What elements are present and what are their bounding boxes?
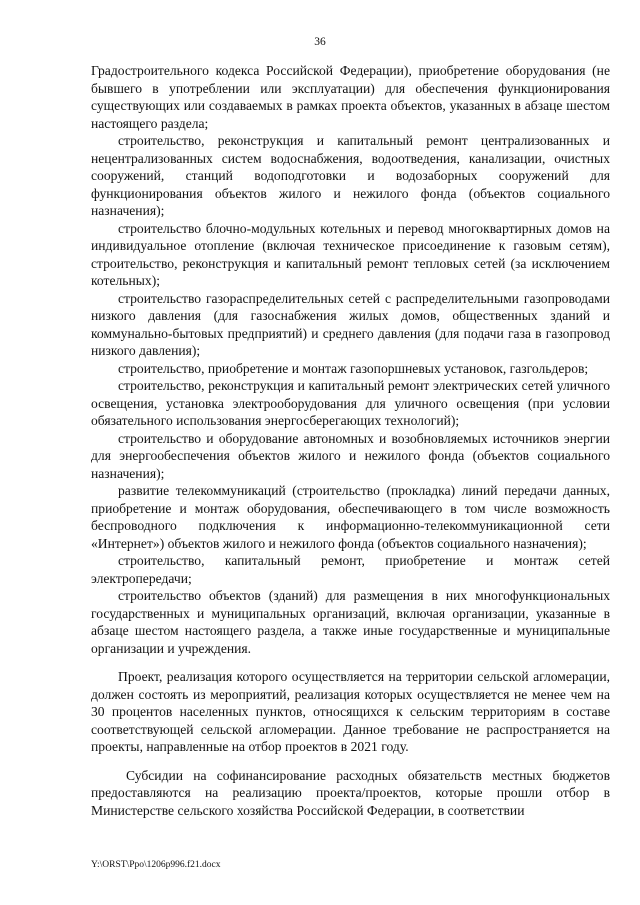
body-text xyxy=(91,62,610,819)
list-item-street-lighting: строительство, реконструкция и капитальный ремонт электрических сетей уличного освещения, установка электрооборудования для уличного освещения (при условии обязательного использования энергосберегающих технологий); xyxy=(91,378,610,428)
list-item-gas-piston-units: строительство, приобретение и монтаж газопоршневых установок, газгольдеров; xyxy=(118,360,589,376)
list-item-boilers-heating: строительство блочно-модульных котельных и перевод многоквартирных домов на индивидуальное отопление (включая техническое присоединение к газовым сетям), строительство, реконструкция и капитальный ремонт тепловых сетей (за исключением котельных); xyxy=(91,220,610,288)
list-item-multifunctional-buildings: строительство объектов (зданий) для размещения в них многофункциональных государственных и муниципальных организаций, включая организации, указанные в абзаце шестом настоящего раздела, а также иные государственные и муниципальные организации и учреждения. xyxy=(91,588,610,656)
paragraph-subsidies: Субсидии на софинансирование расходных обязательств местных бюджетов предоставляются на реализацию проекта/проектов, которые прошли отбор в Министерстве сельского хозяйства Российской Федерации, в соответствии xyxy=(91,767,610,818)
list-item-telecommunications: развитие телекоммуникаций (строительство (прокладка) линий передачи данных, приобретение и монтаж оборудования, обеспечивающего в том числе возможность беспроводного подключения к информационно-телекоммуникационной сети «Интернет») объектов жилого и нежилого фонда (объектов социального назначения); xyxy=(91,483,610,551)
list-item-power-lines: строительство, капитальный ремонт, приобретение и монтаж сетей электропередачи; xyxy=(91,553,610,586)
list-item-gas-networks: строительство газораспределительных сетей с распределительными газопроводами низкого давления (для газоснабжения жилых домов, общественных зданий и коммунально-бытовых предприятий) и среднего давления (для подачи газа в газопровод низкого давления); xyxy=(91,290,610,358)
paragraph-continuation: Градостроительного кодекса Российской Федерации), приобретение оборудования (не бывшего в употреблении или эксплуатации) для обеспечения функционирования существующих или создаваемых в рамках проекта объектов, указанных в абзаце шестом настоящего раздела; xyxy=(91,63,610,131)
paragraph-agglomeration-requirement: Проект, реализация которого осуществляется на территории сельской агломерации, должен состоять из мероприятий, реализация которых осуществляется не менее чем на 30 процентов населенных пунктов, относящихся к сельским территориям в составе соответствующей сельской агломерации. Данное требование не распространяется на проекты, направленные на отбор проектов в 2021 году. xyxy=(91,669,610,754)
page-number: 36 xyxy=(314,36,326,48)
list-item-autonomous-energy: строительство и оборудование автономных и возобновляемых источников энергии для энергообеспечения объектов жилого и нежилого фонда (объектов социального назначения); xyxy=(91,430,610,481)
list-item-water-supply: строительство, реконструкция и капитальный ремонт централизованных и нецентрализованных систем водоснабжения, водоотведения, канализации, очистных сооружений, станций водоподготовки и водозаборных сооружений для функционирования объектов жилого и нежилого фонда (объектов социального назначения); xyxy=(91,133,610,218)
footer-file-path: Y:\ORST\Ppo\1206p996.f21.docx xyxy=(91,860,221,870)
